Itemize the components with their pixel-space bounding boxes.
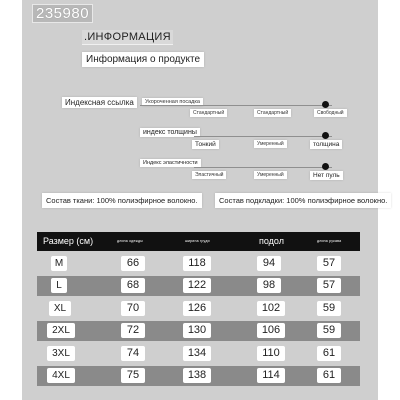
sleeve-cell: 57	[317, 278, 341, 293]
param-fit-tick-2: Стандартный	[254, 109, 291, 117]
table-row	[37, 276, 360, 296]
size-cell: XL	[49, 301, 71, 316]
lining-composition: Состав подкладки: 100% полиэфирное волокно.	[215, 193, 391, 208]
table-row	[37, 366, 360, 386]
header-size: Размер (см)	[43, 236, 94, 246]
size-cell: 3XL	[47, 346, 75, 361]
chest-cell: 134	[183, 346, 211, 361]
param-fit-scale	[140, 105, 332, 106]
param-fit-indicator	[322, 101, 329, 108]
size-cell: M	[51, 256, 67, 271]
param-elasticity-tick-3: Нет пуль	[310, 171, 343, 180]
chest-cell: 130	[183, 323, 211, 338]
length-cell: 68	[121, 278, 145, 293]
chest-cell: 126	[183, 301, 211, 316]
param-elasticity-tick-1: Эластичный	[192, 171, 226, 179]
product-id: 235980	[32, 4, 93, 23]
hem-cell: 114	[257, 368, 285, 383]
sleeve-cell: 61	[317, 346, 341, 361]
param-elasticity-indicator	[322, 163, 329, 170]
length-cell: 72	[121, 323, 145, 338]
chest-cell: 138	[183, 368, 211, 383]
header-length: длина одежды	[117, 239, 144, 243]
header-chest: ширина груди	[185, 239, 210, 243]
info-heading: .ИНФОРМАЦИЯ	[84, 31, 171, 43]
sleeve-cell: 59	[317, 301, 341, 316]
hem-cell: 110	[257, 346, 285, 361]
hem-cell: 102	[257, 301, 285, 316]
param-thickness-tick-1: Тонкий	[192, 140, 219, 149]
table-row	[37, 321, 360, 341]
sleeve-cell: 59	[317, 323, 341, 338]
table-row	[37, 344, 360, 364]
param-elasticity-scale	[194, 167, 332, 168]
param-thickness-scale	[194, 136, 332, 137]
size-cell: L	[51, 278, 67, 293]
param-fit-tick-3: Свободный	[314, 109, 347, 117]
param-thickness-indicator	[322, 132, 329, 139]
hem-cell: 94	[257, 256, 281, 271]
param-thickness-tick-3: толщина	[310, 140, 342, 149]
param-thickness-label: индекс толщины	[140, 128, 200, 137]
length-cell: 70	[121, 301, 145, 316]
param-elasticity-tick-2: Умеренный	[254, 171, 287, 179]
size-table-header	[37, 232, 360, 251]
param-thickness-tick-2: Умеренный	[254, 140, 287, 148]
product-info-subheading: Информация о продукте	[82, 52, 204, 67]
param-fit-sublabel: Укороченная посадка	[142, 98, 203, 106]
header-sleeve: длина рукава	[317, 239, 342, 243]
sleeve-cell: 57	[317, 256, 341, 271]
chest-cell: 118	[183, 256, 211, 271]
length-cell: 75	[121, 368, 145, 383]
param-fit-tick-1: Стандартный	[190, 109, 227, 117]
fabric-composition: Состав ткани: 100% полиэфирное волокно.	[42, 193, 202, 208]
product-sheet	[22, 0, 388, 400]
param-fit-label: Индексная ссылка	[62, 97, 137, 108]
table-row	[37, 299, 360, 319]
size-cell: 4XL	[47, 368, 75, 383]
table-row	[37, 254, 360, 274]
sleeve-cell: 61	[317, 368, 341, 383]
param-elasticity-label: Индекс эластичности	[140, 159, 201, 167]
length-cell: 66	[121, 256, 145, 271]
header-hem: подол	[259, 236, 284, 246]
hem-cell: 106	[257, 323, 285, 338]
length-cell: 74	[121, 346, 145, 361]
chest-cell: 122	[183, 278, 211, 293]
size-cell: 2XL	[47, 323, 75, 338]
hem-cell: 98	[257, 278, 281, 293]
